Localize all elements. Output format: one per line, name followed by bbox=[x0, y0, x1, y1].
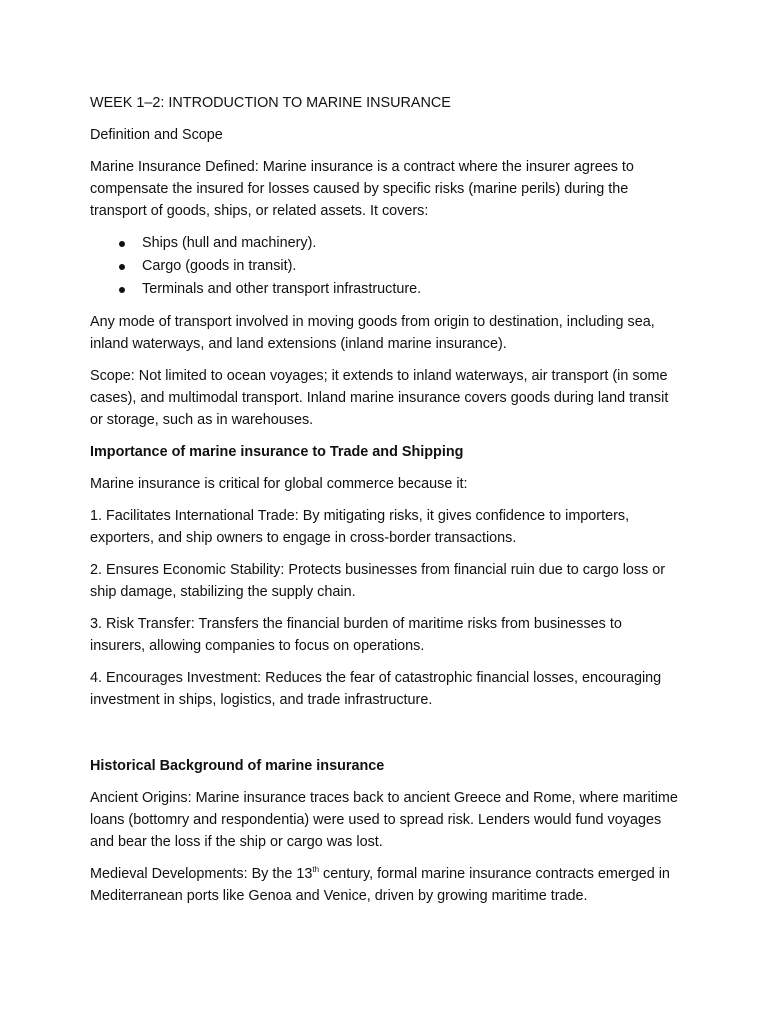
document-heading: WEEK 1–2: INTRODUCTION TO MARINE INSURANCE bbox=[90, 95, 451, 111]
paragraph-scope: Scope: Not limited to ocean voyages; it extends to inland waterways, air transport (in some cases), and multimodal transport. Inland marine insurance covers goods during land transit or storage, such as in warehouses. bbox=[90, 368, 669, 428]
section-spacer bbox=[90, 721, 678, 755]
list-item bbox=[142, 232, 678, 255]
section-title-history: Historical Background of marine insurance bbox=[90, 758, 385, 774]
section-title-importance: Importance of marine insurance to Trade and Shipping bbox=[90, 444, 464, 460]
bullet-icon bbox=[119, 241, 125, 247]
list-item-text: Terminals and other transport infrastructure. bbox=[142, 281, 422, 297]
ordinal-suffix: th bbox=[312, 865, 320, 874]
importance-point: 1. Facilitates International Trade: By mitigating risks, it gives confidence to importers, exporters, and ship owners to engage in cross-border transactions. bbox=[90, 508, 630, 546]
bullet-icon bbox=[119, 287, 125, 293]
paragraph-medieval-developments bbox=[90, 863, 678, 907]
list-item bbox=[142, 278, 678, 301]
section-title-definition: Definition and Scope bbox=[90, 127, 223, 143]
importance-point: 4. Encourages Investment: Reduces the fear of catastrophic financial losses, encouraging investment in ships, logistics, and trade infrastructure. bbox=[90, 670, 662, 708]
list-item-text: Ships (hull and machinery). bbox=[142, 235, 317, 251]
medieval-text-end: century, formal marine insurance contracts emerged in Mediterranean ports like Genoa and Venice, driven by growing maritime trade. bbox=[90, 866, 670, 904]
list-item-text: Cargo (goods in transit). bbox=[142, 258, 297, 274]
importance-point: 3. Risk Transfer: Transfers the financial burden of maritime risks from businesses to insurers, allowing companies to focus on operations. bbox=[90, 616, 622, 654]
list-item bbox=[142, 255, 678, 278]
paragraph-importance-intro: Marine insurance is critical for global commerce because it: bbox=[90, 476, 468, 492]
paragraph-definition: Marine Insurance Defined: Marine insurance is a contract where the insurer agrees to compensate the insured for losses caused by specific risks (marine perils) during the transport of goods, ships, or related assets. It covers: bbox=[90, 159, 634, 219]
paragraph-transport-modes: Any mode of transport involved in moving goods from origin to destination, including sea, inland waterways, and land extensions (inland marine insurance). bbox=[90, 314, 655, 352]
bullet-icon bbox=[119, 264, 125, 270]
document-body bbox=[90, 92, 678, 917]
paragraph-ancient-origins: Ancient Origins: Marine insurance traces back to ancient Greece and Rome, where maritime loans (bottomry and respondentia) were used to spread risk. Lenders would fund voyages and bear the loss if the ship or cargo was lost. bbox=[90, 790, 678, 850]
medieval-text-start: Medieval Developments: By the 13 bbox=[90, 866, 313, 882]
importance-point: 2. Ensures Economic Stability: Protects businesses from financial ruin due to cargo loss or ship damage, stabilizing the supply chain. bbox=[90, 562, 666, 600]
covers-list bbox=[90, 232, 678, 301]
